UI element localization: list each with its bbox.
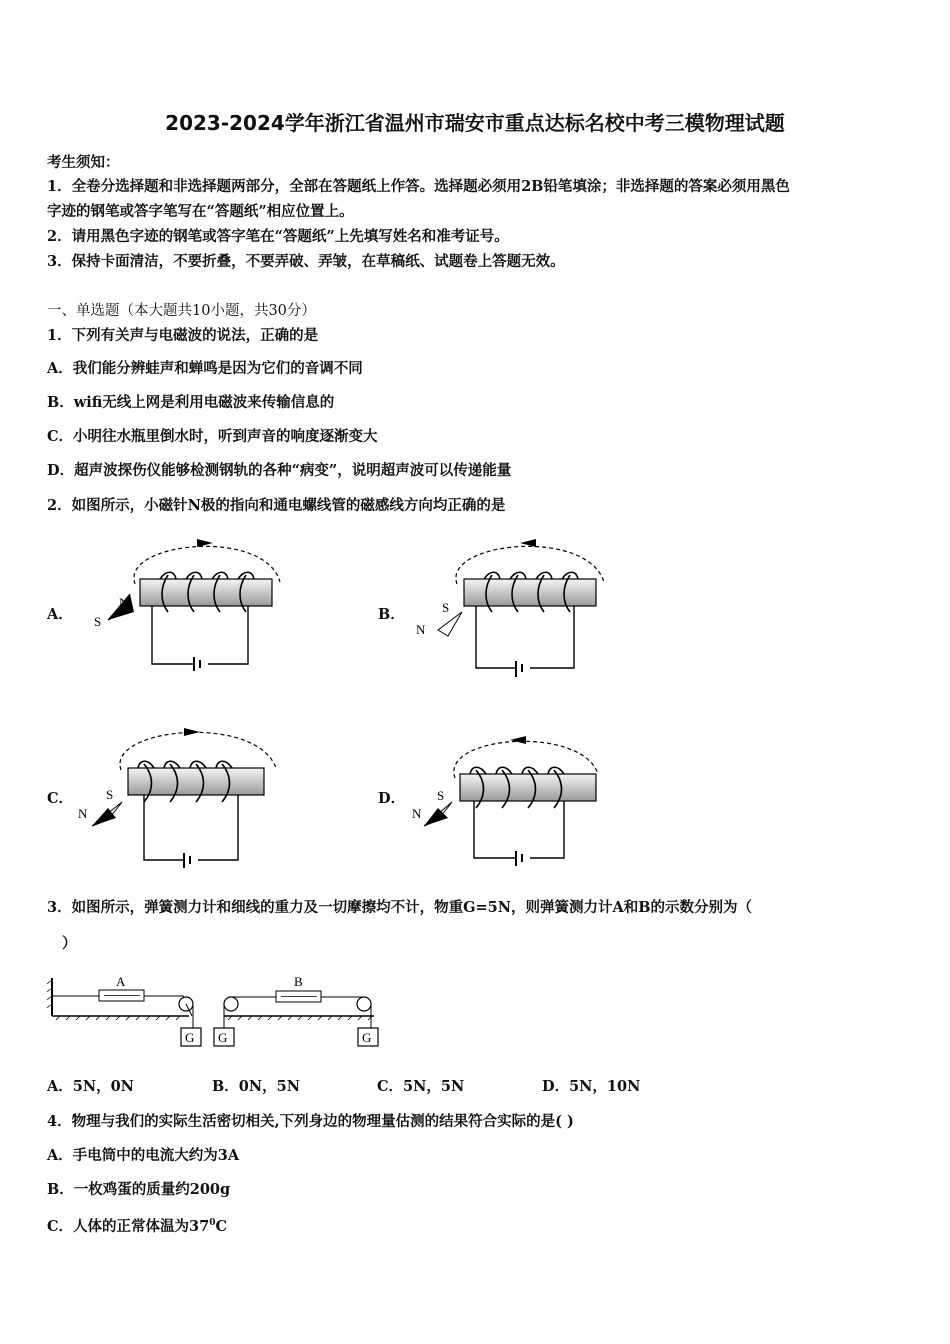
q1-option-b: B．wifi无线上网是利用电磁波来传输信息的	[47, 394, 335, 411]
q2-label-d: D．	[378, 790, 406, 807]
q4-option-c-text: C．人体的正常体温为37	[47, 1217, 210, 1235]
field-line	[134, 546, 280, 584]
field-arrow	[197, 539, 213, 547]
pole-n-label: N	[412, 806, 422, 821]
battery-icon	[516, 661, 522, 677]
q3-option-b: B．0N，5N	[212, 1078, 300, 1095]
q2-label-c: C．	[47, 790, 74, 807]
q4-option-b: B．一枚鸡蛋的质量约200g	[47, 1181, 231, 1198]
section-heading: 一、单选题（本大题共10小题，共30分）	[47, 303, 316, 319]
q3-figure	[44, 970, 389, 1055]
q2-label-b: B．	[378, 606, 405, 623]
battery-icon	[184, 853, 190, 868]
q1-stem: 1．下列有关声与电磁波的说法，正确的是	[47, 327, 319, 344]
q2-figure-b	[412, 532, 612, 682]
q4-option-c-sup: 0	[209, 1218, 216, 1228]
coil-top	[138, 761, 232, 768]
pole-n-label: N	[119, 595, 129, 610]
notice-item-3: 3．保持卡面清洁，不要折叠，不要弄破、弄皱，在草稿纸、试题卷上答题无效。	[47, 253, 565, 270]
q3-option-d: D．5N，10N	[542, 1078, 641, 1095]
q1-option-a: A．我们能分辨蛙声和蝉鸣是因为它们的音调不同	[47, 360, 363, 377]
pole-n-label: N	[416, 622, 426, 637]
compass-needle	[424, 802, 452, 826]
weight-label: G	[185, 1030, 195, 1045]
field-line	[454, 741, 598, 778]
notice-item-1-line-2: 字迹的钢笔或答字笔写在“答题纸”相应位置上。	[47, 203, 354, 220]
field-arrow	[520, 539, 536, 547]
q4-option-a: A．手电筒中的电流大约为3A	[47, 1147, 240, 1164]
scale-a-label: A	[116, 974, 126, 989]
circuit-wire	[476, 606, 574, 668]
q4-option-c	[47, 1214, 227, 1236]
q2-figure-d	[410, 730, 610, 870]
pole-n-label: N	[78, 806, 88, 821]
q3-option-c: C．5N，5N	[377, 1078, 465, 1095]
field-line	[456, 546, 604, 584]
weight-label: G	[362, 1030, 372, 1045]
circuit-wire	[152, 606, 248, 664]
notice-heading: 考生须知：	[47, 154, 120, 171]
q3-stem-line-2: ）	[62, 935, 77, 952]
q3-option-a: A．5N，0N	[47, 1078, 134, 1095]
q3-stem-line-1: 3．如图所示，弹簧测力计和细线的重力及一切摩擦均不计，物重G=5N，则弹簧测力计A和B的示数分别为（	[47, 899, 752, 916]
field-arrow	[184, 728, 200, 736]
pole-s-label: S	[106, 787, 114, 802]
pole-s-label: S	[442, 600, 450, 615]
notice-item-2: 2．请用黑色字迹的钢笔或答字笔在“答题纸”上先填写姓名和准考证号。	[47, 228, 509, 245]
q4-stem: 4．物理与我们的实际生活密切相关,下列身边的物理量估测的结果符合实际的是( )	[47, 1113, 574, 1130]
circuit-wire	[144, 795, 238, 860]
page-title: 2023-2024学年浙江省温州市瑞安市重点达标名校中考三模物理试题	[165, 111, 785, 135]
q2-figure-c	[76, 718, 276, 870]
pulley	[224, 997, 238, 1011]
coil-top	[160, 572, 254, 579]
circuit-wire	[474, 801, 564, 858]
compass-needle	[438, 612, 462, 636]
pulley	[357, 997, 371, 1011]
battery-icon	[194, 657, 200, 671]
solenoid-core	[464, 579, 596, 606]
scale-b-label: B	[294, 974, 303, 989]
q2-stem: 2．如图所示，小磁针N极的指向和通电螺线管的磁感线方向均正确的是	[47, 497, 506, 514]
q1-option-d: D．超声波探伤仪能够检测钢轨的各种“病变”，说明超声波可以传递能量	[47, 462, 512, 479]
pole-s-label: S	[437, 788, 445, 803]
field-arrow	[510, 736, 526, 744]
pole-s-label: S	[94, 614, 102, 629]
q4-option-c-unit: C	[215, 1217, 228, 1235]
q1-option-c: C．小明往水瓶里倒水时，听到声音的响度逐渐变大	[47, 428, 378, 445]
field-line	[120, 732, 276, 770]
q2-label-a: A．	[47, 606, 73, 623]
coil-top	[470, 767, 564, 774]
q2-figure-a	[90, 532, 290, 672]
compass-needle	[92, 802, 122, 826]
coil-top	[484, 572, 578, 579]
weight-label: G	[218, 1030, 228, 1045]
notice-item-1-line-1: 1．全卷分选择题和非选择题两部分，全部在答题纸上作答。选择题必须用2B铅笔填涂；非选择题的答案必须用黑色	[47, 178, 790, 195]
solenoid-core	[140, 579, 272, 606]
battery-icon	[516, 851, 522, 866]
